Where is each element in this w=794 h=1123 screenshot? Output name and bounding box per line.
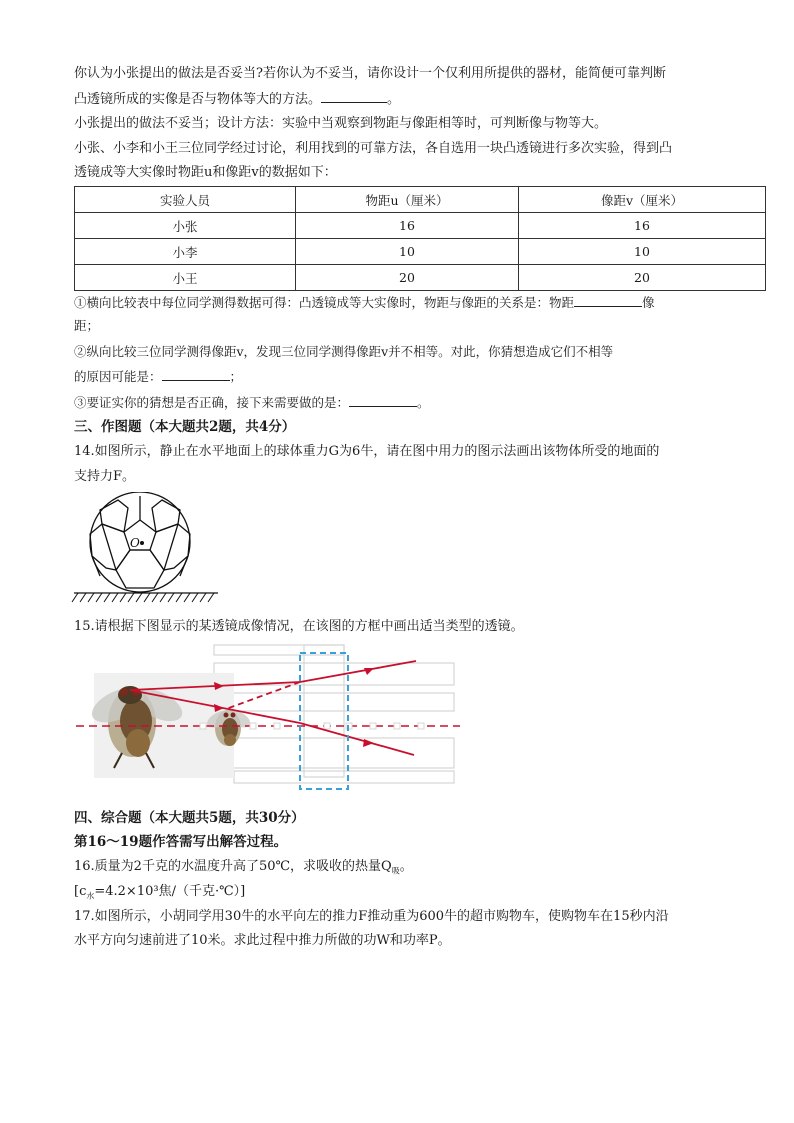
para-1b-end: 。: [387, 92, 401, 107]
table-header: 实验人员: [75, 187, 296, 213]
table-cell: 小王: [75, 265, 296, 291]
para-3a: 小张、小李和小王三位同学经过讨论，利用找到的可靠方法，各自选用一块凸透镜进行多次实验，得到凸: [74, 141, 673, 156]
lens-imaging-figure: [74, 643, 466, 793]
ground-hatching: [72, 593, 214, 602]
para-1a: 你认为小张提出的做法是否妥当?若你认为不妥当，请你设计一个仅利用所提供的器材，能简便可靠判断: [74, 66, 666, 81]
question-2a: ②纵向比较三位同学测得像距v，发现三位同学测得像距v并不相等。对此，你猜想造成它们不相等: [74, 344, 614, 359]
question-14a: 14.如图所示，静止在水平地面上的球体重力G为6牛，请在图中用力的图示法画出该物体所受的地面的: [74, 444, 660, 459]
section-4-subheading: 第16～19题作答需写出解答过程。: [74, 834, 288, 850]
question-3-text: ③要证实你的猜想是否正确，接下来需要做的是：: [74, 395, 350, 410]
table-cell: 20: [296, 265, 519, 291]
table-row: [75, 213, 766, 239]
table-cell: 16: [296, 213, 519, 239]
question-1b: 距；: [74, 318, 100, 333]
question-15: 15.请根据下图显示的某透镜成像情况，在该图的方框中画出适当类型的透镜。: [74, 619, 524, 634]
virtual-extension-top: [226, 682, 300, 709]
answer-blank-method[interactable]: [321, 88, 387, 103]
question-2b-end: ；: [229, 369, 243, 384]
para-1b-text: 凸透镜所成的实像是否与物体等大的方法。: [74, 92, 322, 107]
subscript-absorb: 吸: [391, 866, 400, 876]
question-3-end: 。: [417, 395, 430, 410]
question-3: [74, 392, 430, 413]
answer-blank-reason[interactable]: [162, 366, 230, 381]
table-cell: 16: [519, 213, 766, 239]
table-header: 像距v（厘米）: [519, 187, 766, 213]
table-cell: 10: [519, 239, 766, 265]
table-cell: 小张: [75, 213, 296, 239]
question-16a-text: 16.质量为2千克的水温度升高了50℃，求吸收的热量Q: [74, 859, 392, 874]
ball-center-label: O: [130, 536, 140, 550]
table-cell: 20: [519, 265, 766, 291]
question-1a-end: 像: [642, 295, 655, 310]
question-16b: [74, 882, 245, 907]
question-14b: 支持力F。: [74, 469, 136, 484]
question-16a-end: 。: [399, 859, 413, 874]
answer-blank-relation[interactable]: [574, 292, 642, 307]
data-table: [74, 186, 766, 291]
table-row: [75, 239, 766, 265]
question-2b: [74, 366, 242, 387]
soccer-ball-figure: [70, 492, 220, 608]
table-cell: 小李: [75, 239, 296, 265]
question-16b-rest: =4.2×10³焦/（千克·℃）]: [94, 884, 246, 899]
section-4-heading: 四、综合题（本大题共5题，共30分）: [74, 810, 305, 826]
question-1a-text: ①横向比较表中每位同学测得数据可得：凸透镜成等大实像时，物距与像距的关系是：物距: [74, 295, 575, 310]
question-17a: 17.如图所示，小胡同学用30牛的水平向左的推力F推动重为600牛的超市购物车，使购物车在15秒内沿: [74, 909, 669, 924]
para-1b: [74, 88, 400, 110]
section-3-heading: 三、作图题（本大题共2题，共4分）: [74, 419, 296, 435]
table-header-row: [75, 187, 766, 213]
table-cell: 10: [296, 239, 519, 265]
subscript-water: 水: [86, 891, 95, 901]
para-2: 小张提出的做法不妥当；设计方法：实验中当观察到物距与像距相等时，可判断像与物等大。: [74, 116, 608, 131]
refracted-ray-top: [300, 661, 416, 682]
para-3b: 透镜成等大实像时物距u和像距v的数据如下：: [74, 165, 337, 180]
table-row: [75, 265, 766, 291]
answer-blank-next-step[interactable]: [349, 392, 417, 407]
question-17b: 水平方向匀速前进了10米。求此过程中推力所做的功W和功率P。: [74, 933, 451, 948]
question-16b-pre: [c: [74, 884, 87, 899]
question-2b-text: 的原因可能是：: [74, 369, 162, 384]
question-1a: [74, 292, 655, 313]
table-header: 物距u（厘米）: [296, 187, 519, 213]
ball-center-point: [140, 541, 144, 545]
question-16a: [74, 857, 413, 882]
